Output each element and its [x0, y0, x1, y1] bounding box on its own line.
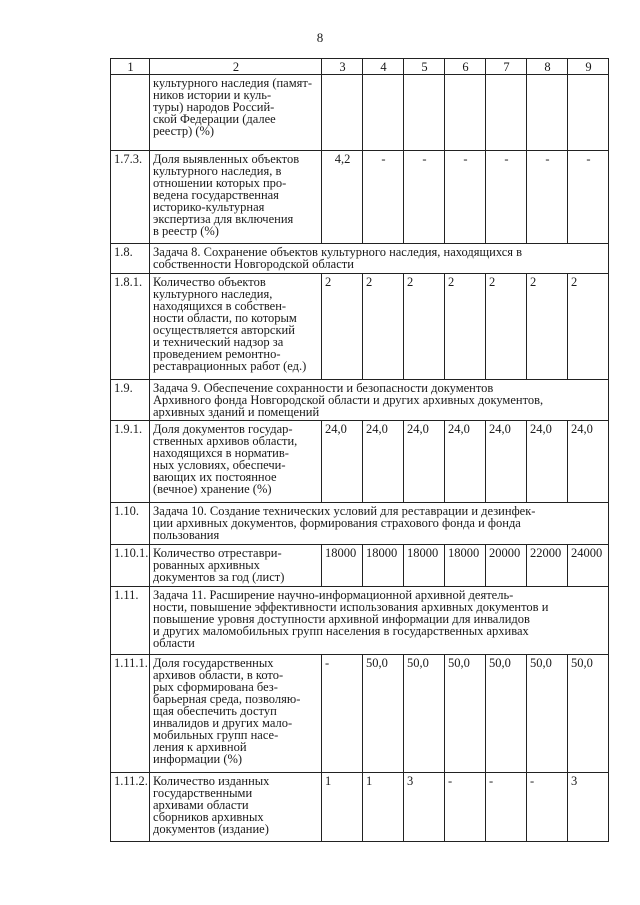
- indicator-row: [111, 655, 609, 773]
- text-line: сборников архивных: [153, 810, 264, 824]
- text-line: (вечное) хранение (%): [153, 482, 272, 496]
- row-number: 1.8.: [111, 244, 150, 274]
- text-line: архивных зданий и помещений: [153, 405, 320, 419]
- text-line: информации (%): [153, 752, 243, 766]
- text-line: Задача 11. Расширение научно-информационной архивной деятель-: [153, 588, 514, 602]
- text-line: Архивного фонда Новгородской области и других архивных документов,: [153, 393, 544, 407]
- indicator-value: 2: [445, 274, 486, 380]
- row-number: 1.11.: [111, 587, 150, 655]
- indicator-description: [150, 75, 322, 151]
- indicator-row: [111, 274, 609, 380]
- text-line: пользования: [153, 528, 220, 542]
- text-line: Доля государственных: [153, 656, 274, 670]
- task-row: [111, 503, 609, 545]
- indicator-value: [527, 75, 568, 151]
- text-line: государственными: [153, 786, 253, 800]
- indicator-value: 2: [404, 274, 445, 380]
- indicator-value: 1: [322, 773, 363, 842]
- indicator-value: 3: [568, 773, 609, 842]
- indicator-value: 50,0: [568, 655, 609, 773]
- text-line: Задача 9. Обеспечение сохранности и безопасности документов: [153, 381, 494, 395]
- indicator-value: -: [527, 151, 568, 244]
- indicator-value: -: [404, 151, 445, 244]
- text-line: находящихся в норматив-: [153, 446, 289, 460]
- indicator-value: 3: [404, 773, 445, 842]
- task-row: [111, 244, 609, 274]
- text-line: повышение уровня доступности архивной информации для инвалидов: [153, 612, 530, 626]
- indicator-value: -: [363, 151, 404, 244]
- text-line: Задача 8. Сохранение объектов культурного наследия, находящихся в: [153, 245, 523, 259]
- row-number: 1.9.1.: [111, 421, 150, 503]
- text-line: инвалидов и других мало-: [153, 716, 293, 730]
- column-number: 3: [322, 59, 363, 75]
- indicator-value: 24,0: [363, 421, 404, 503]
- text-line: отношении которых про-: [153, 176, 287, 190]
- text-line: реставрационных работ (ед.): [153, 359, 307, 373]
- text-line: проведением ремонтно-: [153, 347, 281, 361]
- text-line: Количество изданных: [153, 774, 270, 788]
- indicator-value: 22000: [527, 545, 568, 587]
- indicator-value: 50,0: [445, 655, 486, 773]
- text-line: ности области, по которым: [153, 311, 297, 325]
- indicator-value: 50,0: [363, 655, 404, 773]
- text-line: Количество объектов: [153, 275, 266, 289]
- indicator-value: 50,0: [404, 655, 445, 773]
- column-number: 6: [445, 59, 486, 75]
- indicator-value: 24,0: [527, 421, 568, 503]
- row-number: 1.10.1.: [111, 545, 150, 587]
- text-line: ления к архивной: [153, 740, 247, 754]
- indicator-value: 2: [527, 274, 568, 380]
- text-line: Доля документов государ-: [153, 422, 293, 436]
- text-line: культурного наследия, в: [153, 164, 282, 178]
- text-line: ской Федерации (далее: [153, 112, 276, 126]
- indicator-value: 24000: [568, 545, 609, 587]
- text-line: Задача 10. Создание технических условий для реставрации и дезинфек-: [153, 504, 536, 518]
- indicator-row: [111, 151, 609, 244]
- indicator-value: -: [527, 773, 568, 842]
- indicator-value: -: [445, 773, 486, 842]
- task-description: [150, 587, 609, 655]
- text-line: рых сформирована без-: [153, 680, 278, 694]
- indicator-value: 24,0: [486, 421, 527, 503]
- indicator-value: [363, 75, 404, 151]
- indicator-value: -: [486, 773, 527, 842]
- indicator-value: [445, 75, 486, 151]
- text-line: ственных архивов области,: [153, 434, 298, 448]
- text-line: ведена государственная: [153, 188, 279, 202]
- text-line: ных условиях, обеспечи-: [153, 458, 286, 472]
- text-line: Количество отреставри-: [153, 546, 282, 560]
- indicator-value: [322, 75, 363, 151]
- text-line: осуществляется авторский: [153, 323, 295, 337]
- indicator-value: 24,0: [568, 421, 609, 503]
- indicator-row: [111, 545, 609, 587]
- task-row: [111, 587, 609, 655]
- text-line: рованных архивных: [153, 558, 260, 572]
- indicator-value: 24,0: [404, 421, 445, 503]
- text-line: историко-культурная: [153, 200, 265, 214]
- row-number: 1.8.1.: [111, 274, 150, 380]
- indicator-value: 18000: [445, 545, 486, 587]
- text-line: щая обеспечить доступ: [153, 704, 277, 718]
- row-number: 1.11.1.: [111, 655, 150, 773]
- text-line: культурного наследия (памят-: [153, 76, 313, 90]
- indicator-value: 24,0: [322, 421, 363, 503]
- indicator-value: 24,0: [445, 421, 486, 503]
- text-line: реестр) (%): [153, 124, 215, 138]
- text-line: туры) народов Россий-: [153, 100, 275, 114]
- text-line: и технический надзор за: [153, 335, 284, 349]
- indicator-value: 18000: [363, 545, 404, 587]
- task-description: [150, 244, 609, 274]
- indicator-value: 1: [363, 773, 404, 842]
- text-line: ции архивных документов, формирования страхового фонда и фонда: [153, 516, 521, 530]
- indicator-value: 2: [486, 274, 527, 380]
- text-line: и других маломобильных групп населения в государственных архивах: [153, 624, 529, 638]
- indicator-description: [150, 151, 322, 244]
- text-line: ников истории и куль-: [153, 88, 272, 102]
- indicator-value: 18000: [322, 545, 363, 587]
- indicator-value: 50,0: [486, 655, 527, 773]
- text-line: находящихся в собствен-: [153, 299, 287, 313]
- column-number: 1: [111, 59, 150, 75]
- row-number: 1.10.: [111, 503, 150, 545]
- task-description: [150, 503, 609, 545]
- text-line: ности, повышение эффективности использования архивных документов и: [153, 600, 549, 614]
- indicator-description: [150, 421, 322, 503]
- indicator-value: 2: [363, 274, 404, 380]
- indicator-value: 2: [322, 274, 363, 380]
- column-number: 7: [486, 59, 527, 75]
- text-line: Доля выявленных объектов: [153, 152, 300, 166]
- indicator-description: [150, 274, 322, 380]
- indicator-value: -: [445, 151, 486, 244]
- text-line: культурного наследия,: [153, 287, 273, 301]
- indicator-value: [568, 75, 609, 151]
- indicator-value: -: [568, 151, 609, 244]
- indicator-value: 4,2: [322, 151, 363, 244]
- task-row: [111, 380, 609, 421]
- indicator-value: 2: [568, 274, 609, 380]
- text-line: области: [153, 636, 195, 650]
- text-line: архивами области: [153, 798, 249, 812]
- column-number: 9: [568, 59, 609, 75]
- indicator-description: [150, 545, 322, 587]
- row-number: 1.11.2.: [111, 773, 150, 842]
- indicator-row: [111, 421, 609, 503]
- text-line: вающих их постоянное: [153, 470, 277, 484]
- text-line: мобильных групп насе-: [153, 728, 279, 742]
- column-number: 5: [404, 59, 445, 75]
- indicator-description: [150, 655, 322, 773]
- indicator-value: [404, 75, 445, 151]
- column-number: 8: [527, 59, 568, 75]
- indicator-value: 18000: [404, 545, 445, 587]
- column-number-row: [111, 59, 609, 75]
- indicator-value: 20000: [486, 545, 527, 587]
- indicators-table: [110, 58, 609, 842]
- page-number: 8: [316, 30, 324, 45]
- text-line: барьерная среда, позволяю-: [153, 692, 301, 706]
- column-number: 4: [363, 59, 404, 75]
- text-line: документов (издание): [153, 822, 269, 836]
- column-number: 2: [150, 59, 322, 75]
- text-line: собственности Новгородской области: [153, 257, 354, 271]
- indicator-row: [111, 773, 609, 842]
- indicator-value: -: [486, 151, 527, 244]
- indicator-description: [150, 773, 322, 842]
- text-line: архивов области, в кото-: [153, 668, 284, 682]
- indicator-value: -: [322, 655, 363, 773]
- indicator-value: 50,0: [527, 655, 568, 773]
- indicator-row: [111, 75, 609, 151]
- text-line: в реестр (%): [153, 224, 219, 238]
- row-number: [111, 75, 150, 151]
- task-description: [150, 380, 609, 421]
- indicator-value: [486, 75, 527, 151]
- text-line: документов за год (лист): [153, 570, 285, 584]
- row-number: 1.7.3.: [111, 151, 150, 244]
- row-number: 1.9.: [111, 380, 150, 421]
- text-line: экспертиза для включения: [153, 212, 294, 226]
